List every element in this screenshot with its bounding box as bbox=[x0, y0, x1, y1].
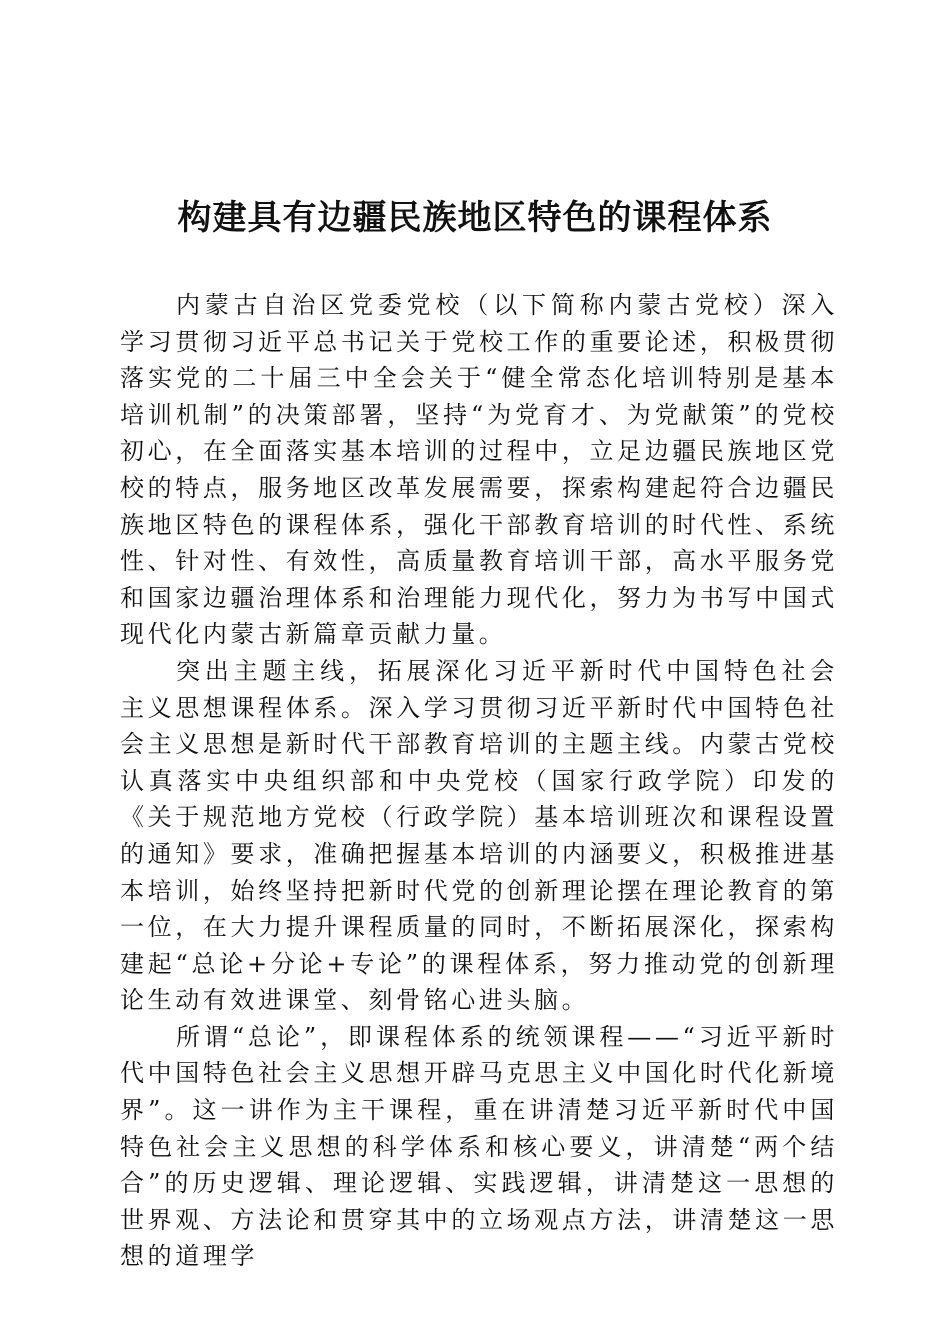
document-body bbox=[120, 287, 838, 1275]
paragraph-1: 内蒙古自治区党委党校（以下简称内蒙古党校）深入学习贯彻习近平总书记关于党校工作的重要论述，积极贯彻落实党的二十届三中全会关于“健全常态化培训特别是基本培训机制”的决策部署，坚持“为党育才、为党献策”的党校初心，在全面落实基本培训的过程中，立足边疆民族地区党校的特点，服务地区改革发展需要，探索构建起符合边疆民族地区特色的课程体系，强化干部教育培训的时代性、系统性、针对性、有效性，高质量教育培训干部，高水平服务党和国家边疆治理体系和治理能力现代化，努力为书写中国式现代化内蒙古新篇章贡献力量。 bbox=[120, 291, 838, 649]
paragraph-3: 所谓“总论”，即课程体系的统领课程——“习近平新时代中国特色社会主义思想开辟马克思主义中国化时代化新境界”。这一讲作为主干课程，重在讲清楚习近平新时代中国特色社会主义思想的科学体系和核心要义，讲清楚“两个结合”的历史逻辑、理论逻辑、实践逻辑，讲清楚这一思想的世界观、方法论和贯穿其中的立场观点方法，讲清楚这一思想的道理学 bbox=[120, 1022, 838, 1271]
document-title: 构建具有边疆民族地区特色的课程体系 bbox=[177, 198, 773, 238]
paragraph-2: 突出主题主线，拓展深化习近平新时代中国特色社会主义思想课程体系。深入学习贯彻习近平新时代中国特色社会主义思想是新时代干部教育培训的主题主线。内蒙古党校认真落实中央组织部和中央党校（国家行政学院）印发的《关于规范地方党校（行政学院）基本培训班次和课程设置的通知》要求，准确把握基本培训的内涵要义，积极推进基本培训，始终坚持把新时代党的创新理论摆在理论教育的第一位，在大力提升课程质量的同时，不断拓展深化，探索构建起“总论+分论+专论”的课程体系，努力推动党的创新理论生动有效进课堂、刻骨铭心进头脑。 bbox=[120, 656, 838, 1015]
